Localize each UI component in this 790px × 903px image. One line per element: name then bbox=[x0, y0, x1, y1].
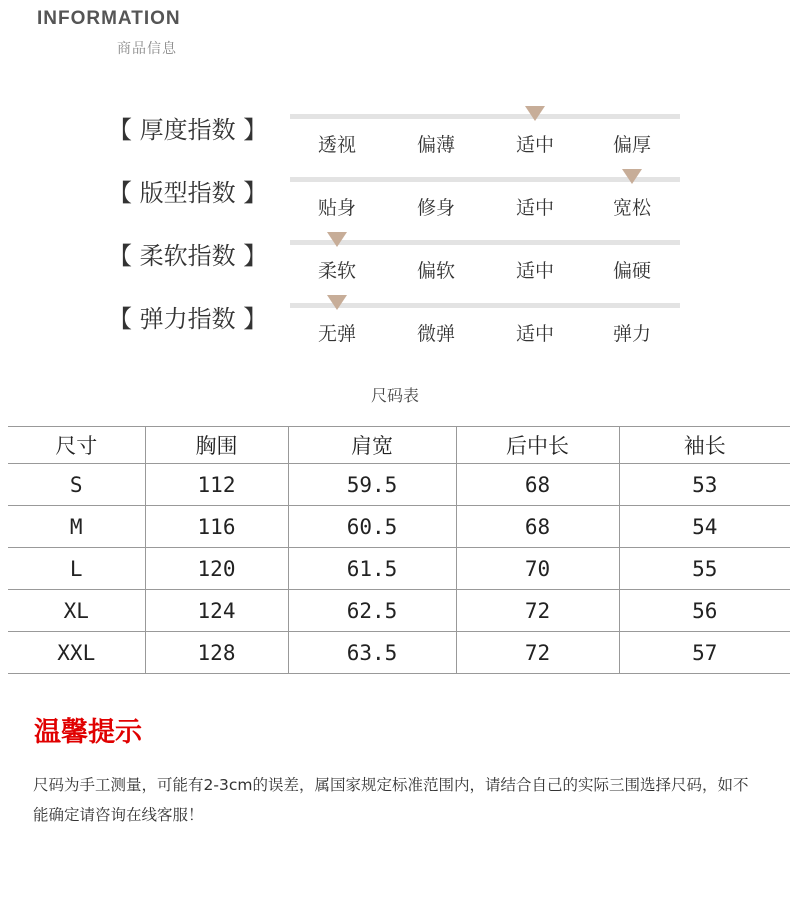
size-table-header-row bbox=[8, 427, 790, 464]
table-row bbox=[8, 506, 790, 548]
index-option-label: 透视 bbox=[317, 134, 356, 156]
shoulder-cell: 62.5 bbox=[288, 590, 456, 632]
index-option-label: 偏软 bbox=[416, 260, 455, 282]
index-option-label: 适中 bbox=[515, 260, 554, 282]
back-length-cell: 72 bbox=[456, 632, 619, 674]
sleeve-cell: 56 bbox=[619, 590, 790, 632]
tips-title: 温馨提示 bbox=[34, 717, 142, 748]
sleeve-cell: 57 bbox=[619, 632, 790, 674]
index-marker-icon bbox=[622, 169, 642, 184]
index-row bbox=[0, 236, 790, 296]
shoulder-cell: 61.5 bbox=[288, 548, 456, 590]
index-title: 【 版型指数 】 bbox=[108, 179, 268, 207]
index-option-label: 弹力 bbox=[612, 323, 651, 345]
index-option-label: 无弹 bbox=[317, 323, 356, 345]
index-row bbox=[0, 173, 790, 233]
index-option-label: 修身 bbox=[416, 197, 455, 219]
index-option-label: 偏薄 bbox=[416, 134, 455, 156]
header-size: 尺寸 bbox=[8, 427, 145, 464]
size-table bbox=[8, 426, 790, 674]
index-option-label: 适中 bbox=[515, 197, 554, 219]
header-chest: 胸围 bbox=[145, 427, 288, 464]
size-cell: M bbox=[8, 506, 145, 548]
index-option-label: 适中 bbox=[515, 134, 554, 156]
shoulder-cell: 60.5 bbox=[288, 506, 456, 548]
chest-cell: 124 bbox=[145, 590, 288, 632]
back-length-cell: 68 bbox=[456, 464, 619, 506]
chest-cell: 128 bbox=[145, 632, 288, 674]
size-cell: L bbox=[8, 548, 145, 590]
table-row bbox=[8, 590, 790, 632]
back-length-cell: 72 bbox=[456, 590, 619, 632]
chest-cell: 112 bbox=[145, 464, 288, 506]
index-option-label: 宽松 bbox=[612, 197, 651, 219]
index-option-label: 偏硬 bbox=[612, 260, 651, 282]
index-bar bbox=[290, 240, 680, 245]
index-title: 【 厚度指数 】 bbox=[108, 116, 268, 144]
index-option-label: 贴身 bbox=[317, 197, 356, 219]
back-length-cell: 68 bbox=[456, 506, 619, 548]
index-option-label: 柔软 bbox=[317, 260, 356, 282]
table-row bbox=[8, 548, 790, 590]
sleeve-cell: 54 bbox=[619, 506, 790, 548]
index-title: 【 柔软指数 】 bbox=[108, 242, 268, 270]
index-option-label: 适中 bbox=[515, 323, 554, 345]
info-heading: INFORMATION bbox=[37, 8, 181, 29]
size-cell: S bbox=[8, 464, 145, 506]
index-marker-icon bbox=[327, 295, 347, 310]
table-row bbox=[8, 464, 790, 506]
header-back-length: 后中长 bbox=[456, 427, 619, 464]
header-shoulder: 肩宽 bbox=[288, 427, 456, 464]
index-title: 【 弹力指数 】 bbox=[108, 305, 268, 333]
back-length-cell: 70 bbox=[456, 548, 619, 590]
size-cell: XL bbox=[8, 590, 145, 632]
index-marker-icon bbox=[327, 232, 347, 247]
index-option-label: 微弹 bbox=[416, 323, 455, 345]
index-row bbox=[0, 110, 790, 170]
sleeve-cell: 53 bbox=[619, 464, 790, 506]
sleeve-cell: 55 bbox=[619, 548, 790, 590]
chest-cell: 120 bbox=[145, 548, 288, 590]
tips-text: 尺码为手工测量，可能有2-3cm的误差，属国家规定标准范围内，请结合自己的实际三围选择尺码，如不能确定请咨询在线客服！ bbox=[33, 776, 749, 824]
index-bar bbox=[290, 303, 680, 308]
info-subheading: 商品信息 bbox=[117, 41, 177, 57]
shoulder-cell: 59.5 bbox=[288, 464, 456, 506]
size-chart-title: 尺码表 bbox=[370, 386, 419, 405]
shoulder-cell: 63.5 bbox=[288, 632, 456, 674]
header-sleeve: 袖长 bbox=[619, 427, 790, 464]
table-row bbox=[8, 632, 790, 674]
index-option-label: 偏厚 bbox=[612, 134, 651, 156]
index-marker-icon bbox=[525, 106, 545, 121]
index-bar bbox=[290, 114, 680, 119]
index-row bbox=[0, 299, 790, 359]
size-cell: XXL bbox=[8, 632, 145, 674]
chest-cell: 116 bbox=[145, 506, 288, 548]
